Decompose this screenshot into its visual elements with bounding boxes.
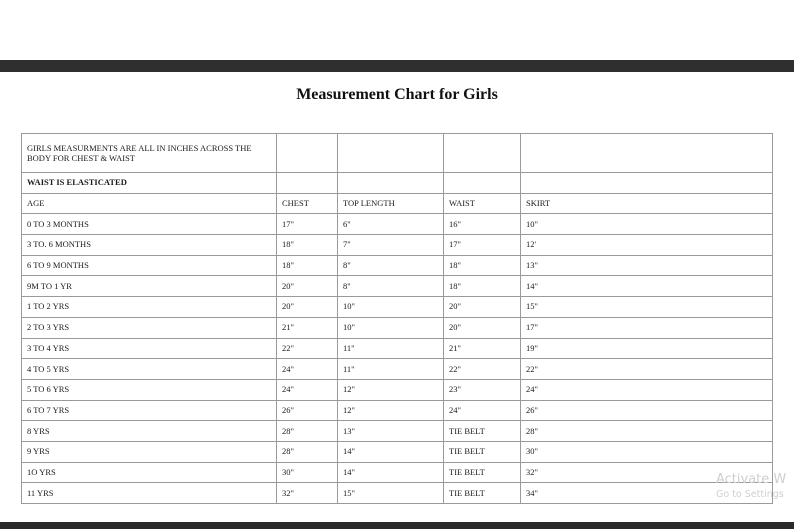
cell-top-length: 14" xyxy=(338,462,444,483)
cell-waist: 21" xyxy=(444,338,521,359)
cell-age: 2 TO 3 YRS xyxy=(22,317,277,338)
cell-top-length: 8" xyxy=(338,276,444,297)
table-row xyxy=(22,359,773,380)
cell-chest: 24" xyxy=(277,379,338,400)
table-row xyxy=(22,255,773,276)
cell-skirt: 12' xyxy=(521,235,773,256)
cell-chest: 26" xyxy=(277,400,338,421)
cell-chest: 17" xyxy=(277,214,338,235)
note-row xyxy=(22,134,773,173)
cell-waist: 20" xyxy=(444,317,521,338)
cell-top-length: 10" xyxy=(338,297,444,318)
table-row xyxy=(22,338,773,359)
table-row xyxy=(22,483,773,504)
cell-waist: TIE BELT xyxy=(444,421,521,442)
cell-top-length: 15" xyxy=(338,483,444,504)
cell-skirt: 28" xyxy=(521,421,773,442)
cell-age: 1O YRS xyxy=(22,462,277,483)
header-waist: WAIST xyxy=(444,193,521,214)
cell-top-length: 11" xyxy=(338,359,444,380)
cell-chest: 32" xyxy=(277,483,338,504)
cell-top-length: 13" xyxy=(338,421,444,442)
cell-age: 0 TO 3 MONTHS xyxy=(22,214,277,235)
cell-waist: TIE BELT xyxy=(444,483,521,504)
bottom-window-bar xyxy=(0,522,794,529)
measurement-table xyxy=(21,133,773,504)
table-row xyxy=(22,441,773,462)
header-chest: CHEST xyxy=(277,193,338,214)
cell-age: 9 YRS xyxy=(22,441,277,462)
header-skirt: SKIRT xyxy=(521,193,773,214)
cell-top-length: 6" xyxy=(338,214,444,235)
cell-age: 6 TO 7 YRS xyxy=(22,400,277,421)
cell-skirt: 15" xyxy=(521,297,773,318)
cell-waist: TIE BELT xyxy=(444,441,521,462)
top-window-bar xyxy=(0,60,794,72)
cell-skirt: 13" xyxy=(521,255,773,276)
cell-top-length: 7" xyxy=(338,235,444,256)
cell-chest: 28" xyxy=(277,421,338,442)
cell-skirt: 19" xyxy=(521,338,773,359)
cell-waist: 20" xyxy=(444,297,521,318)
cell-skirt: 17" xyxy=(521,317,773,338)
cell-waist: 23" xyxy=(444,379,521,400)
table-row xyxy=(22,317,773,338)
cell-chest: 21" xyxy=(277,317,338,338)
cell-skirt: 26" xyxy=(521,400,773,421)
page-title: Measurement Chart for Girls xyxy=(296,86,498,103)
cell-skirt: 24" xyxy=(521,379,773,400)
cell-chest: 24" xyxy=(277,359,338,380)
table-row xyxy=(22,462,773,483)
cell-skirt: 10" xyxy=(521,214,773,235)
cell-waist: 16" xyxy=(444,214,521,235)
activate-windows-watermark xyxy=(716,472,786,502)
cell-top-length: 11" xyxy=(338,338,444,359)
measurement-note: GIRLS MEASURMENTS ARE ALL IN INCHES ACROSS THE BODY FOR CHEST & WAIST xyxy=(22,134,277,173)
cell-waist: TIE BELT xyxy=(444,462,521,483)
cell-age: 6 TO 9 MONTHS xyxy=(22,255,277,276)
cell-chest: 28" xyxy=(277,441,338,462)
cell-skirt: 34" xyxy=(521,483,773,504)
cell-top-length: 10" xyxy=(338,317,444,338)
cell-top-length: 12" xyxy=(338,400,444,421)
cell-skirt: 14" xyxy=(521,276,773,297)
cell-skirt: 22" xyxy=(521,359,773,380)
cell-waist: 18" xyxy=(444,276,521,297)
cell-top-length: 14" xyxy=(338,441,444,462)
cell-top-length: 12" xyxy=(338,379,444,400)
table-row xyxy=(22,400,773,421)
elastic-waist-note: WAIST IS ELASTICATED xyxy=(22,173,277,194)
cell-chest: 22" xyxy=(277,338,338,359)
cell-waist: 22" xyxy=(444,359,521,380)
cell-chest: 18" xyxy=(277,255,338,276)
cell-skirt: 30" xyxy=(521,441,773,462)
cell-age: 9M TO 1 YR xyxy=(22,276,277,297)
cell-age: 5 TO 6 YRS xyxy=(22,379,277,400)
cell-waist: 18" xyxy=(444,255,521,276)
header-top-length: TOP LENGTH xyxy=(338,193,444,214)
subnote-row xyxy=(22,173,773,194)
cell-chest: 20" xyxy=(277,297,338,318)
cell-top-length: 8" xyxy=(338,255,444,276)
table-row xyxy=(22,235,773,256)
cell-age: 8 YRS xyxy=(22,421,277,442)
cell-age: 3 TO 4 YRS xyxy=(22,338,277,359)
cell-age: 3 TO. 6 MONTHS xyxy=(22,235,277,256)
cell-age: 1 TO 2 YRS xyxy=(22,297,277,318)
cell-chest: 20" xyxy=(277,276,338,297)
cell-age: 4 TO 5 YRS xyxy=(22,359,277,380)
cell-age: 11 YRS xyxy=(22,483,277,504)
cell-skirt: 32" xyxy=(521,462,773,483)
cell-waist: 17" xyxy=(444,235,521,256)
header-age: AGE xyxy=(22,193,277,214)
header-row xyxy=(22,193,773,214)
watermark-line-1: Activate W xyxy=(716,472,787,487)
table-row xyxy=(22,214,773,235)
table-row xyxy=(22,276,773,297)
watermark-line-2: Go to Settings xyxy=(716,489,784,500)
cell-chest: 18" xyxy=(277,235,338,256)
cell-chest: 30" xyxy=(277,462,338,483)
table-row xyxy=(22,379,773,400)
table-row xyxy=(22,297,773,318)
table-row xyxy=(22,421,773,442)
cell-waist: 24" xyxy=(444,400,521,421)
